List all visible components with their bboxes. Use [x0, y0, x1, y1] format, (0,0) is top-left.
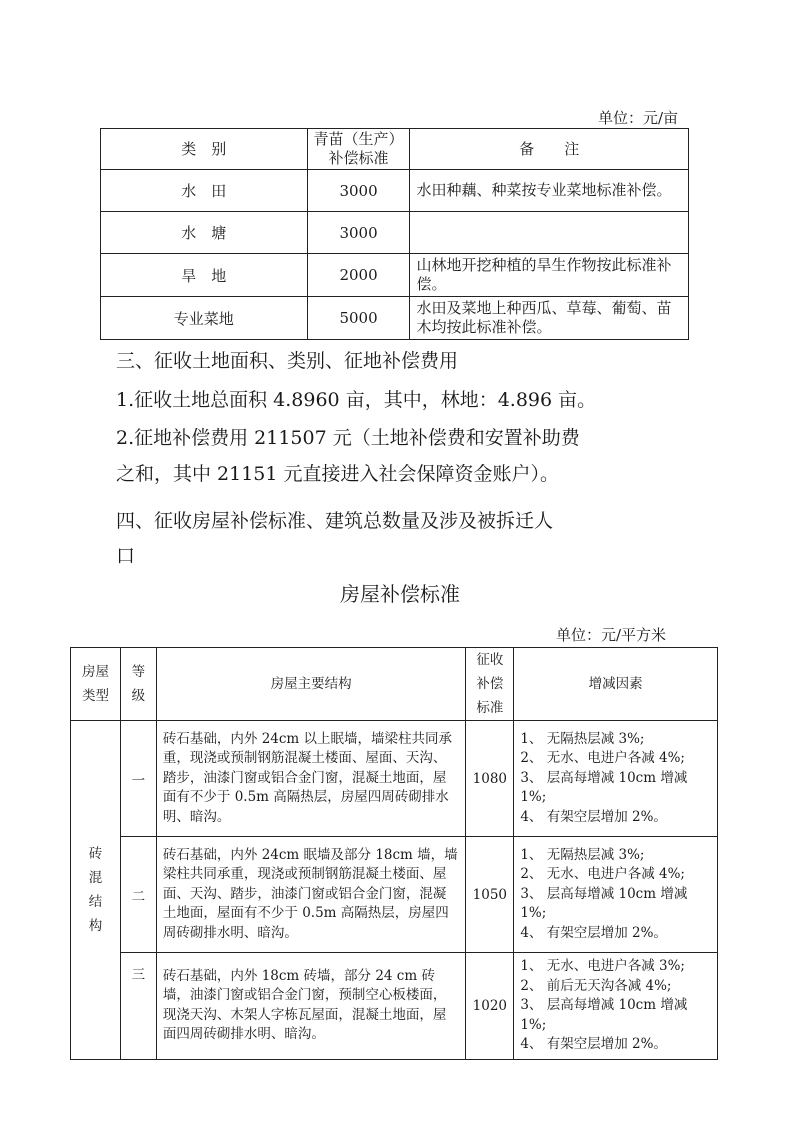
- cell-factors: [514, 953, 718, 1060]
- cell-level: 三: [120, 953, 156, 1060]
- table-row: [101, 170, 689, 212]
- cell-level: 一: [120, 721, 156, 837]
- cell-note: 水田种藕、种菜按专业菜地标准补偿。: [410, 170, 689, 212]
- cell-category: 旱 地: [101, 254, 308, 297]
- cell-structure: 砖石基础，内外 24cm 以上眠墙，墙梁柱共同承重，现浇或预制钢筋混凝土楼面、屋面、天沟、踏步，油漆门窗或铝合金门窗，混凝土地面，屋面有不少于 0.5m 高隔热层，房屋四周砖砌排水明、暗沟。: [156, 721, 465, 837]
- header-standard: 征收补偿标准: [466, 648, 514, 721]
- cell-standard: 1020: [466, 953, 514, 1060]
- cell-note: 山林地开挖种植的旱生作物按此标准补偿。: [410, 254, 689, 297]
- section-3-item-1: 1.征收土地总面积 4.8960 亩，其中，林地：4.896 亩。: [116, 389, 597, 411]
- cell-standard: 1080: [466, 721, 514, 837]
- section-3-item-2-line-2: 之和，其中 21151 元直接进入社会保障资金账户）。: [116, 463, 560, 485]
- header-level: 等级: [120, 648, 156, 721]
- factor-line: 3、 层高每增减 10cm 增减 1%;: [520, 885, 688, 922]
- factor-line: 4、 有架空层增加 2%。: [520, 1036, 667, 1052]
- cell-factors: [514, 721, 718, 837]
- table-row: [101, 254, 689, 297]
- cell-level: 二: [120, 837, 156, 953]
- factor-line: 1、 无隔热层减 3%;: [520, 846, 645, 863]
- table-row: [101, 297, 689, 340]
- house-table-title: 房屋补偿标准: [340, 582, 460, 606]
- factor-line: 2、 前后无天沟各减 4%;: [520, 977, 672, 994]
- house-table-unit-label: 单位：元/平方米: [556, 626, 667, 644]
- factor-line: 1、 无水、电进户各减 3%;: [520, 958, 685, 974]
- cell-structure: 砖石基础，内外 24cm 眠墙及部分 18cm 墙，墙梁柱共同承重，现浇或预制钢筋混凝土楼面、屋面、天沟、踏步，油漆门窗或铝合金门窗，混凝土地面，屋面有不少于 0.5m 高隔热层，房屋四周砖砌排水明、暗沟。: [156, 837, 465, 953]
- table-header-row: [71, 648, 718, 721]
- cell-standard: 3000: [307, 212, 410, 254]
- cell-category: 水 田: [101, 170, 308, 212]
- cell-structure: 砖石基础，内外 18cm 砖墙，部分 24 cm 砖墙，油漆门窗或铝合金门窗，预制空心板楼面，现浇天沟、木架人字栋瓦屋面，混凝土地面，屋面四周砖砌排水明、暗沟。: [156, 953, 465, 1060]
- crop-table-unit-label: 单位：元/亩: [598, 109, 679, 127]
- factor-line: 1、 无隔热层减 3%;: [520, 730, 645, 747]
- cell-category: 水 塘: [101, 212, 308, 254]
- header-house-type: 房屋类型: [71, 648, 121, 721]
- cell-category: 专业菜地: [101, 297, 308, 340]
- header-standard: 青苗（生产）补偿标准: [307, 129, 410, 170]
- table-row: [71, 721, 718, 837]
- factor-line: 3、 层高每增减 10cm 增减 1%;: [520, 769, 688, 806]
- factor-line: 2、 无水、电进户各减 4%;: [520, 750, 685, 767]
- factor-line: 4、 有架空层增加 2%。: [520, 808, 667, 825]
- cell-standard: 1050: [466, 837, 514, 953]
- cell-standard: 2000: [307, 254, 410, 297]
- section-3-item-2-line-1: 2.征地补偿费用 211507 元（土地补偿费和安置补助费: [116, 427, 580, 449]
- section-4-heading-line-1: 四、征收房屋补偿标准、建筑总数量及涉及被拆迁人: [116, 510, 554, 532]
- table-row: [71, 953, 718, 1060]
- section-3-heading: 三、征收土地面积、类别、征地补偿费用: [116, 350, 459, 372]
- cell-factors: [514, 837, 718, 953]
- factor-line: 3、 层高每增减 10cm 增减 1%;: [520, 997, 688, 1033]
- crop-compensation-table: [100, 128, 689, 340]
- house-compensation-table: [70, 647, 718, 1060]
- cell-house-type: 砖混结构: [71, 721, 121, 1060]
- cell-note: [410, 212, 689, 254]
- table-header-row: [101, 129, 689, 170]
- header-category: 类 别: [101, 129, 308, 170]
- factor-line: 4、 有架空层增加 2%。: [520, 924, 667, 941]
- cell-standard: 5000: [307, 297, 410, 340]
- table-row: [71, 837, 718, 953]
- cell-standard: 3000: [307, 170, 410, 212]
- header-structure: 房屋主要结构: [156, 648, 465, 721]
- section-4-heading-line-2: 口: [116, 545, 136, 567]
- factor-line: 2、 无水、电进户各减 4%;: [520, 866, 685, 883]
- header-note: 备 注: [410, 129, 689, 170]
- header-factors: 增减因素: [514, 648, 718, 721]
- cell-note: 水田及菜地上种西瓜、草莓、葡萄、苗木均按此标准补偿。: [410, 297, 689, 340]
- table-row: [101, 212, 689, 254]
